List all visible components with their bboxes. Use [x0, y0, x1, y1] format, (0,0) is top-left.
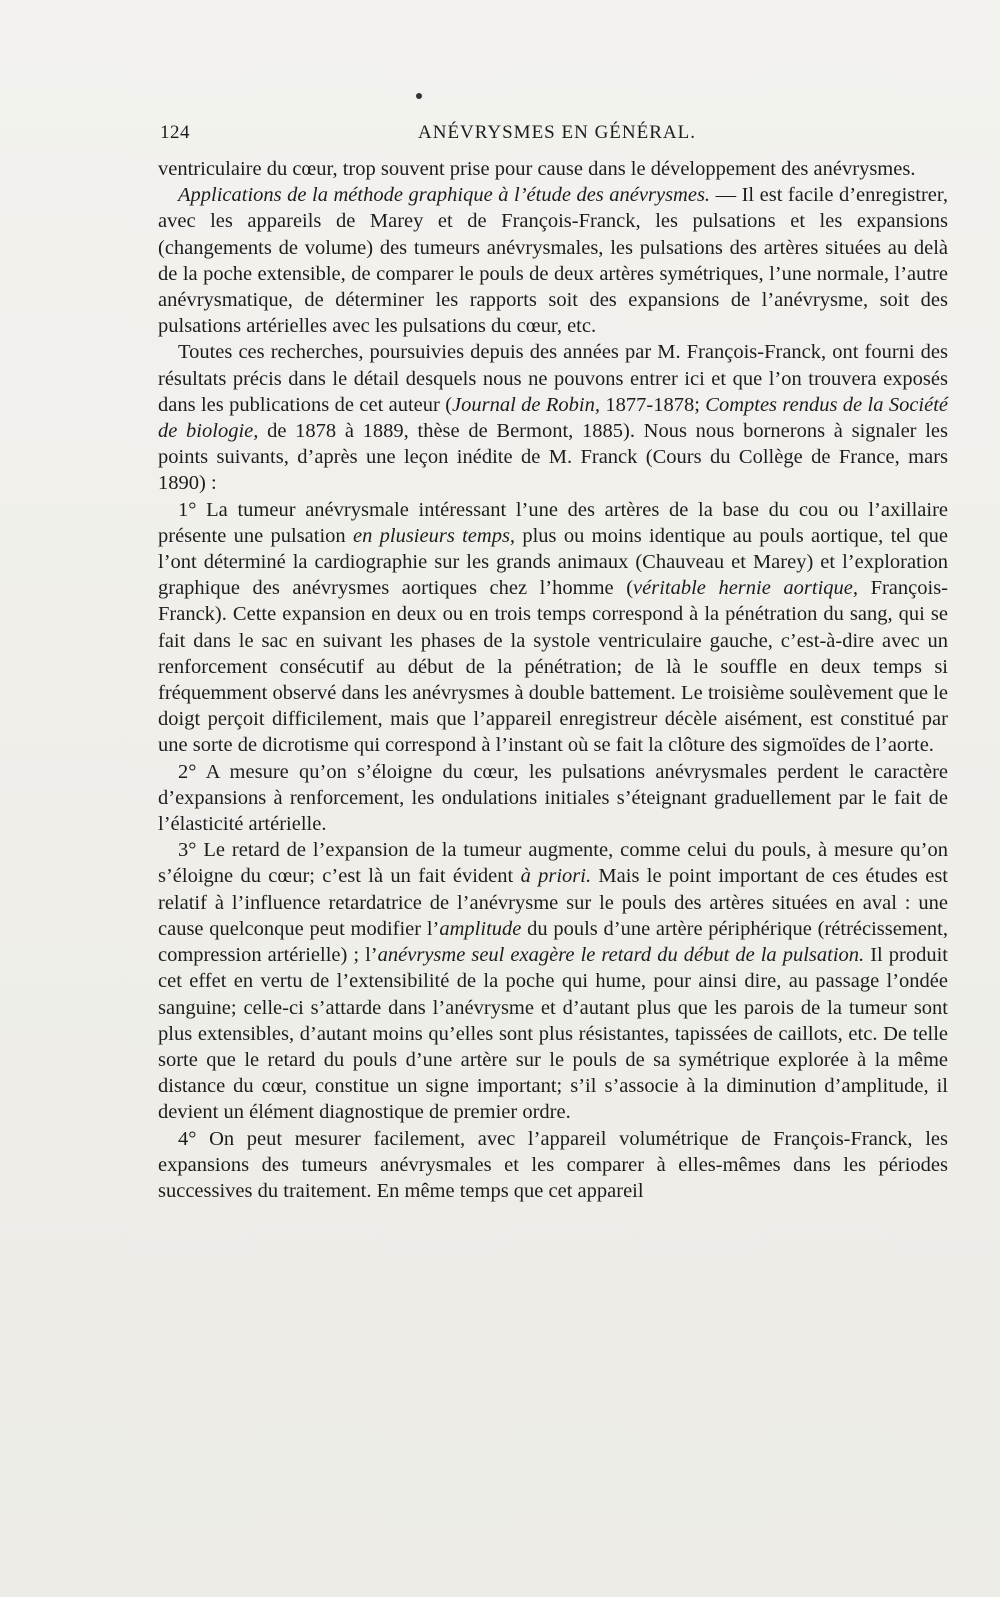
- page-number: 124: [160, 122, 190, 143]
- citation-italic: Journal de Robin,: [452, 393, 600, 416]
- citation-italic: Comptes rendus de la Société de biologie,: [158, 393, 949, 443]
- paragraph-applications: [158, 182, 948, 339]
- paragraph-text: 2° A mesure qu’on s’éloigne du cœur, les pulsations anévrysmales perdent le caractère d’expansions à renforcement, les ondulations initiales s’éteignant graduellement par le fait de l’élasticité artérielle.: [158, 760, 948, 836]
- paragraph-text: 3° Le retard de l’expansion de la tumeur augmente, comme celui du pouls, à mesure qu’on s’éloigne du cœur; c’est là un fait évident: [158, 839, 948, 888]
- paragraph-text: plus ou moins identique au pouls aortique, tel que l’ont déterminé la cardiographie sur les grands animaux (Chauveau et Marey) et l’exploration graphique des anévrysmes aortiques chez l’homme (: [158, 524, 948, 600]
- emphasis-italic: véritable hernie aortique,: [633, 577, 858, 600]
- paragraph-text: ventriculaire du cœur, trop souvent prise pour cause dans le développement des anévrysmes.: [158, 158, 916, 180]
- paragraph-continuation: [158, 156, 948, 182]
- paragraph-point-4: [158, 1126, 948, 1205]
- paragraph-recherches: [158, 339, 948, 496]
- emphasis-italic: anévrysme seul exagère le retard du début de la pulsation.: [377, 944, 865, 967]
- paragraph-text: Il produit cet effet en vertu de l’extensibilité de la poche qui hume, pour ainsi dire, au passage l’ondée sanguine; celle-ci s’attarde dans l’anévrysme et d’autant plus que les parois de la tumeur sont plus extensibles, d’autant moins qu’elles sont plus résistantes, tapissées de caillots, etc. De telle sorte que le retard du pouls d’une artère sur le pouls de sa symétrique explorée à la même distance du cœur, constitue un signe important; s’il s’associe à la diminution d’amplitude, il devient un élément diagnostique de premier ordre.: [158, 944, 948, 1124]
- emphasis-italic: à priori.: [520, 865, 592, 888]
- emphasis-italic: en plusieurs temps,: [352, 524, 516, 547]
- running-header: [160, 122, 700, 150]
- paragraph-text: François-Franck). Cette expansion en deux ou en trois temps correspond à la pénétration du sang, qui se fait dans le sac en suivant les phases de la systole ventriculaire gauche, c’est-à-dire avec un renforcement consécutif au début de la pénétration; de là le souffle en deux temps si fréquemment observé dans les anévrysmes à double battement. Le troisième soulèvement que le doigt perçoit difficilement, mais que l’appareil enregistreur décèle aisément, est constitué par une sorte de dicrotisme qui correspond à l’instant où se fait la clôture des sigmoïdes de l’aorte.: [158, 577, 948, 757]
- paragraph-text: 1877-1878;: [600, 393, 706, 416]
- paragraph-text: — Il est facile d’enregistrer, avec les appareils de Marey et de François-Franck, les pulsations et les expansions (changements de volume) des tumeurs anévrysmales, les pulsations des artères situées au delà de la poche extensible, de comparer le pouls de deux artères symétriques, l’une normale, l’autre anévrysmatique, de déterminer les rapports soit des expansions de l’anévrysme, soit des pulsations artérielles avec les pulsations du cœur, etc.: [158, 184, 948, 338]
- emphasis-italic: amplitude: [439, 917, 522, 940]
- section-heading: Applications de la méthode graphique à l’étude des anévrysmes.: [178, 184, 711, 207]
- paragraph-text: de 1878 à 1889, thèse de Bermont, 1885). Nous nous bornerons à signaler les points suivants, d’après une leçon inédite de M. Franck (Cours du Collège de France, mars 1890) :: [158, 420, 948, 495]
- paragraph-point-2: [158, 759, 948, 838]
- printer-mark-dot: [416, 93, 422, 99]
- body-text: [158, 156, 948, 1204]
- paragraph-text: 4° On peut mesurer facilement, avec l’appareil volumétrique de François-Franck, les expansions des tumeurs anévrysmales et les comparer à elles-mêmes dans les périodes successives du traitement. En même temps que cet appareil: [158, 1127, 948, 1202]
- paragraph-text: 1° La tumeur anévrysmale intéressant l’une des artères de la base du cou ou l’axillaire présente une pulsation: [158, 498, 948, 547]
- paragraph-point-1: [158, 497, 948, 759]
- paragraph-text: du pouls d’une artère périphérique (rétrécissement, compression artérielle) ; l’: [158, 917, 948, 967]
- paragraph-point-3: [158, 837, 948, 1125]
- paragraph-text: Toutes ces recherches, poursuivies depuis des années par M. François-Franck, ont fourni des résultats précis dans le détail desquels nous ne pouvons entrer ici et que l’on trouvera exposés dans les publications de cet auteur (: [158, 341, 948, 416]
- paragraph-text: Mais le point important de ces études est relatif à l’influence retardatrice de l’anévrysme sur le pouls des artères situées en aval : une cause quelconque peut modifier l’: [158, 865, 949, 940]
- running-title: ANÉVRYSMES EN GÉNÉRAL.: [418, 122, 696, 143]
